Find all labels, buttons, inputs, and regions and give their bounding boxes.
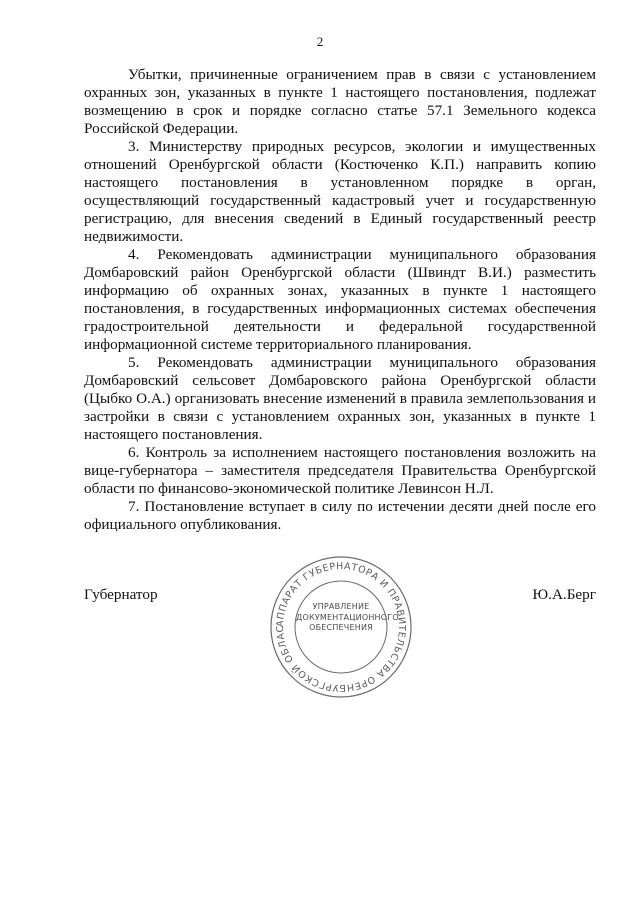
- official-seal-stamp: [266, 552, 416, 702]
- seal-line-1: УПРАВЛЕНИЕ: [312, 602, 370, 611]
- paragraph-4-district: 4. Рекомендовать администрации муниципального образования Домбаровский район Оренбургской области (Швиндт В.И.) разместить информацию об охранных зонах, указанных в пункте 1 настоящего постановления, в государственных информационных системах обеспечения градостроительной деятельности и федеральной государственной информационной системе территориального планирования.: [84, 246, 596, 353]
- document-body: [84, 66, 596, 534]
- paragraph-5-village: 5. Рекомендовать администрации муниципального образования Домбаровский сельсовет Домбаровского района Оренбургской области (Цыбко О.А.) организовать внесение изменений в правила землепользования и застройки в связи с установлением охранных зон, указанных в пункте 1 настоящего постановления.: [84, 354, 596, 443]
- seal-center-text: [296, 602, 399, 634]
- paragraph-damages: Убытки, причиненные ограничением прав в связи с установлением охранных зон, указанных в пункте 1 настоящего постановления, подлежат возмещению в срок и порядке согласно статье 57.1 Земельного кодекса Российской Федерации.: [84, 66, 596, 137]
- seal-ring-text: АППАРАТ ГУБЕРНАТОРА И ПРАВИТЕЛЬСТВА ОРЕНБУРГСКОЙ ОБЛАС: [274, 560, 408, 694]
- paragraph-6-control: 6. Контроль за исполнением настоящего постановления возложить на вице-губернатора – заместителя председателя Правительства Оренбургской области по финансово-экономической политике Левинсон Н.Л.: [84, 444, 596, 497]
- page-number: 2: [316, 34, 324, 49]
- signatory-title: Губернатор: [84, 586, 158, 603]
- seal-line-3: ОБЕСПЕЧЕНИЯ: [309, 623, 373, 632]
- signatory-name: Ю.А.Берг: [532, 586, 596, 603]
- paragraph-7-effect: 7. Постановление вступает в силу по истечении десяти дней после его официального опубликования.: [84, 498, 596, 533]
- paragraph-3-ministry: 3. Министерству природных ресурсов, экологии и имущественных отношений Оренбургской области (Костюченко К.П.) направить копию настоящего постановления в установленном порядке в орган, осуществляющий государственный кадастровый учет и государственную регистрацию, для внесения сведений в Единый государственный реестр недвижимости.: [84, 138, 596, 245]
- seal-line-2: ДОКУМЕНТАЦИОННОГО: [296, 612, 399, 622]
